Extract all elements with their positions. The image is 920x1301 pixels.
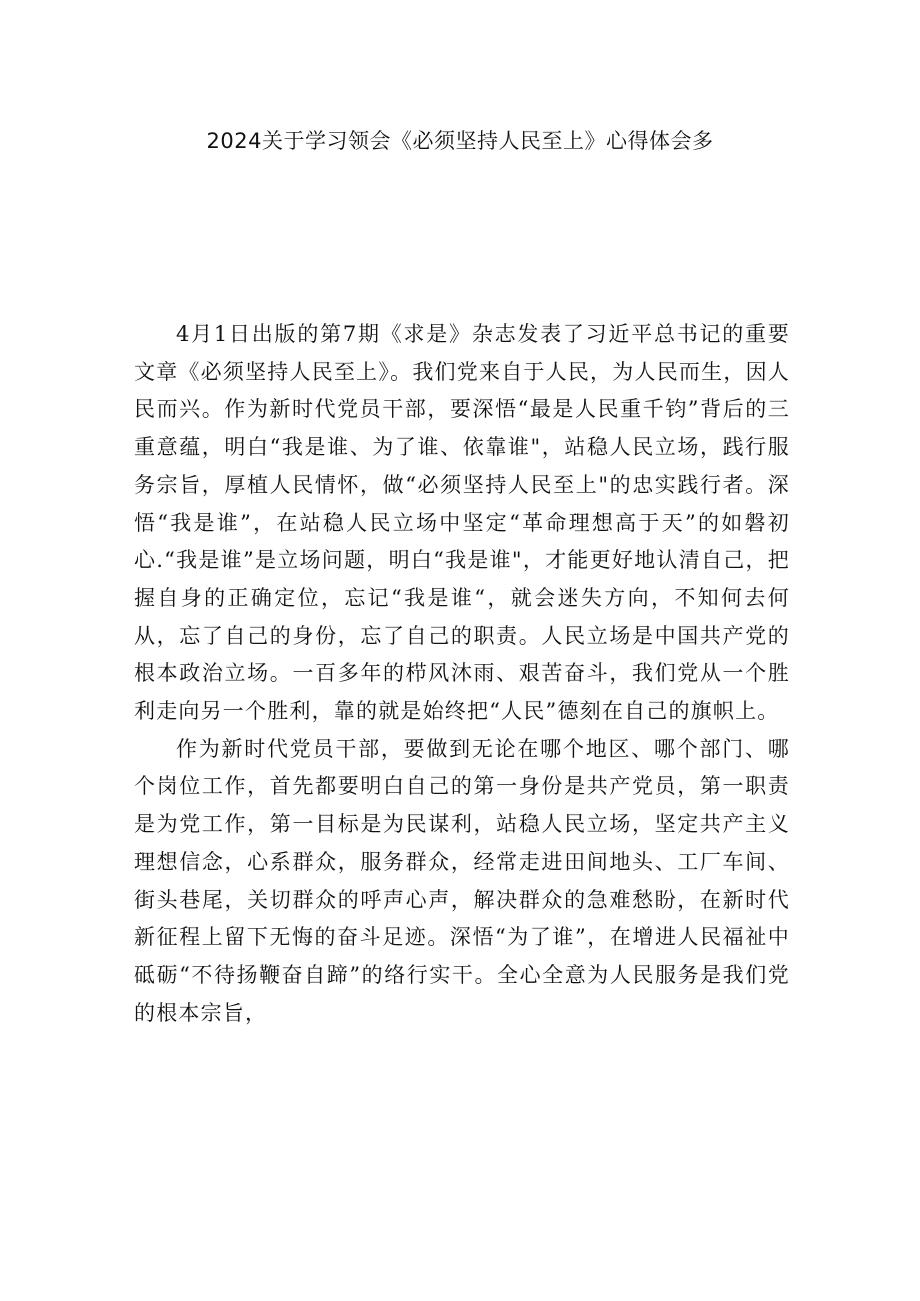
- document-title: 2024关于学习领会《必须坚持人民至上》心得体会多: [206, 129, 714, 153]
- body-paragraph-2: 作为新时代党员干部，要做到无论在哪个地区、哪个部门、哪个岗位工作，首先都要明白自己的第一身份是共产党员，第一职责是为党工作，第一目标是为民谋利，站稳人民立场，坚定共产主义理想信念，心系群众，服务群众，经常走进田间地头、工厂车间、街头巷尾，关切群众的呼声心声，解决群众的急难愁盼，在新时代新征程上留下无悔的奋斗足迹。深悟“为了谁”，在增进人民福祉中砥砺“不待扬鞭奋自蹄”的络行实干。全心全意为人民服务是我们党的根本宗旨，: [134, 736, 790, 1025]
- body-paragraph-1: 4月1日出版的第7期《求是》杂志发表了习近平总书记的重要文章《必须坚持人民至上》。我们党来自于人民，为人民而生，因人民而兴。作为新时代党员干部，要深悟“最是人民重千钧”背后的三重意蕴，明白“我是谁、为了谁、依靠谁"，站稳人民立场，践行服务宗旨，厚植人民情怀，做“必须坚持人民至上"的忠实践行者。深悟“我是谁”，在站稳人民立场中坚定“革命理想高于天”的如磐初心.“我是谁”是立场问题，明白“我是谁"，才能更好地认清自己，把握自身的正确定位，忘记“我是谁“，就会迷失方向，不知何去何从，忘了自己的身份，忘了自己的职责。人民立场是中国共产党的根本政治立场。一百多年的栉风沐雨、艰苦奋斗，我们党从一个胜利走向另一个胜利，靠的就是始终把“人民”德刻在自己的旗帜上。: [134, 322, 790, 724]
- document-body: [134, 316, 790, 1032]
